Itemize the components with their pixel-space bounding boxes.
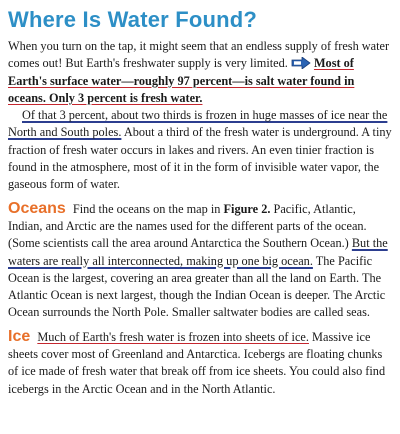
page-title: Where Is Water Found? bbox=[8, 7, 258, 32]
ice-text: Massive ice sheets cover most of Greenland and Antarctica. Icebergs are floating chunks of ice made of fresh water that break off from ice sheets. You could also find icebergs in the Arctic Ocean and in the North Atlantic. bbox=[8, 329, 386, 396]
key-fact-salt-water: Most of Earth's surface water—roughly 97 percent—is salt water found in oceans. Only 3 percent is fresh water. bbox=[8, 56, 355, 105]
arrow-marker-icon bbox=[291, 57, 311, 69]
oceans-text-1: Find the oceans on the map in bbox=[72, 201, 221, 216]
intro-sentence-1: When you turn on the tap, it might seem that an endless supply of fresh water comes out! But Earth's freshwater supply is very limited. bbox=[8, 39, 390, 71]
figure-reference: Figure 2. bbox=[223, 201, 271, 216]
oceans-heading: Oceans bbox=[8, 199, 66, 217]
oceans-text-3: The Pacific Ocean is the largest, covering an area greater than all the land on Earth. The Atlantic Ocean is next largest, though the Indian Ocean is deeper. The Arctic Ocean surrounds the North Pole. Smaller saltwater bodies are called seas. bbox=[8, 253, 386, 320]
key-fact-frozen: Of that 3 percent, about two thirds is frozen in huge masses of ice near the North and South poles. bbox=[8, 108, 388, 140]
oceans-paragraph bbox=[8, 200, 392, 322]
intro-paragraph bbox=[8, 38, 392, 194]
ice-paragraph bbox=[8, 328, 392, 398]
ice-heading: Ice bbox=[8, 327, 31, 345]
oceans-key-fact: But the waters are really all interconnected, making up one big ocean. bbox=[8, 236, 388, 268]
oceans-text-2: Pacific, Atlantic, Indian, and Arctic are the names used for the different parts of the ocean. (Some scientists call the area around Antarctica the Southern Ocean.) bbox=[8, 201, 367, 251]
ice-key-fact: Much of Earth's fresh water is frozen into sheets of ice. bbox=[37, 329, 309, 344]
intro-sentence-4: About a third of the fresh water is underground. A tiny fraction of fresh water occurs in lakes and rivers. An even tinier fraction is found in the atmosphere, most of it in the form of invisible water vapor, the gaseous form of water. bbox=[8, 125, 392, 192]
